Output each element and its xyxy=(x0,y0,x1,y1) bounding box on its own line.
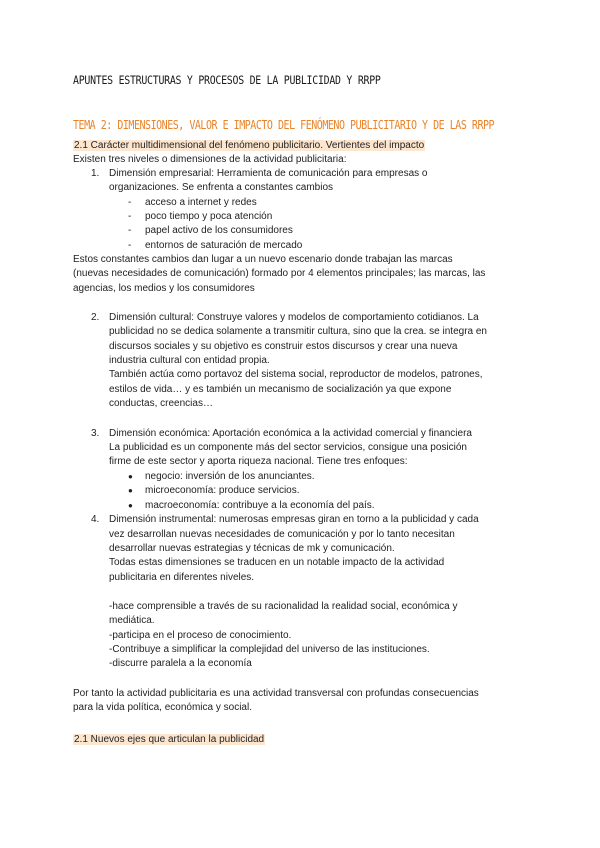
bullet-item: papel activo de los consumidores xyxy=(145,225,293,236)
impact-line: -participa en el proceso de conocimiento. xyxy=(109,630,292,641)
paragraph-line: agencias, los medios y los consumidores xyxy=(73,283,255,294)
section-heading-1: 2.1 Carácter multidimensional del fenómeno publicitario. Vertientes del impacto xyxy=(74,140,425,151)
list-item-line: La publicidad es un componente más del sector servicios, consigue una posición xyxy=(109,442,467,453)
list-item-line: Todas estas dimensiones se traducen en un notable impacto de la actividad xyxy=(109,557,445,568)
dot-bullet: ● xyxy=(128,501,133,510)
list-item-line: estilos de vida… y es también un mecanismo de socialización ya que expone xyxy=(109,384,452,395)
paragraph-line: (nuevas necesidades de comunicación) formado por 4 elementos principales; las marcas, las xyxy=(73,268,486,279)
list-item-line: publicitaria en diferentes niveles. xyxy=(109,572,255,583)
bullet-item: microeconomía: produce servicios. xyxy=(145,485,300,496)
paragraph-line: Estos constantes cambios dan lugar a un nuevo escenario donde trabajan las marcas xyxy=(73,254,453,265)
bullet-item: poco tiempo y poca atención xyxy=(145,211,273,222)
bullet-item: entornos de saturación de mercado xyxy=(145,240,303,251)
conclusion-line: Por tanto la actividad publicitaria es una actividad transversal con profundas consecuencias xyxy=(73,688,479,699)
list-number: 3. xyxy=(91,428,100,439)
list-number: 2. xyxy=(91,312,100,323)
intro-text: Existen tres niveles o dimensiones de la actividad publicitaria: xyxy=(73,154,347,165)
list-item-line: vez desarrollan nuevas necesidades de comunicación y por lo tanto necesitan xyxy=(109,529,455,540)
conclusion-line: para la vida política, económica y social. xyxy=(73,702,252,713)
dot-bullet: ● xyxy=(128,486,133,495)
list-item-line: industria cultural con entidad propia. xyxy=(109,355,270,366)
list-number: 1. xyxy=(91,168,100,179)
impact-line: -hace comprensible a través de su racionalidad la realidad social, económica y xyxy=(109,601,458,612)
document-title: APUNTES ESTRUCTURAS Y PROCESOS DE LA PUBLICIDAD Y RRPP xyxy=(73,73,381,87)
dot-bullet: ● xyxy=(128,472,133,481)
list-item-line: Dimensión empresarial: Herramienta de comunicación para empresas o xyxy=(109,168,428,179)
dash-bullet: - xyxy=(128,211,132,222)
topic-heading: TEMA 2: DIMENSIONES, VALOR E IMPACTO DEL FENÓMENO PUBLICITARIO Y DE LAS RRPP xyxy=(73,117,495,132)
list-item-line: firme de este sector y aporta riqueza nacional. Tiene tres enfoques: xyxy=(109,456,408,467)
list-item-line: Dimensión económica: Aportación económica a la actividad comercial y financiera xyxy=(109,428,472,439)
impact-line: -Contribuye a simplificar la complejidad del universo de las instituciones. xyxy=(109,644,430,655)
impact-line: mediática. xyxy=(109,615,155,626)
list-item-line: conductas, creencias… xyxy=(109,398,213,409)
section-heading-2: 2.1 Nuevos ejes que articulan la publicidad xyxy=(74,734,265,745)
dash-bullet: - xyxy=(128,240,132,251)
bullet-item: macroeconomía: contribuye a la economía del país. xyxy=(145,500,375,511)
list-item-line: También actúa como portavoz del sistema social, reproductor de modelos, patrones, xyxy=(109,369,483,380)
list-number: 4. xyxy=(91,514,100,525)
dash-bullet: - xyxy=(128,225,132,236)
list-item-line: Dimensión cultural: Construye valores y modelos de comportamiento cotidianos. La xyxy=(109,312,479,323)
list-item-line: discursos sociales y su objetivo es construir estos discursos y crear una nueva xyxy=(109,341,458,352)
list-item-line: publicidad no se dedica solamente a transmitir cultura, sino que la crea. se integra en xyxy=(109,326,487,337)
bullet-item: negocio: inversión de los anunciantes. xyxy=(145,471,315,482)
list-item-line: desarrollar nuevas estrategias y técnicas de mk y comunicación. xyxy=(109,543,395,554)
list-item-line: Dimensión instrumental: numerosas empresas giran en torno a la publicidad y cada xyxy=(109,514,479,525)
bullet-item: acceso a internet y redes xyxy=(145,197,257,208)
dash-bullet: - xyxy=(128,197,132,208)
impact-line: -discurre paralela a la economía xyxy=(109,658,252,669)
list-item-line: organizaciones. Se enfrenta a constantes cambios xyxy=(109,182,334,193)
